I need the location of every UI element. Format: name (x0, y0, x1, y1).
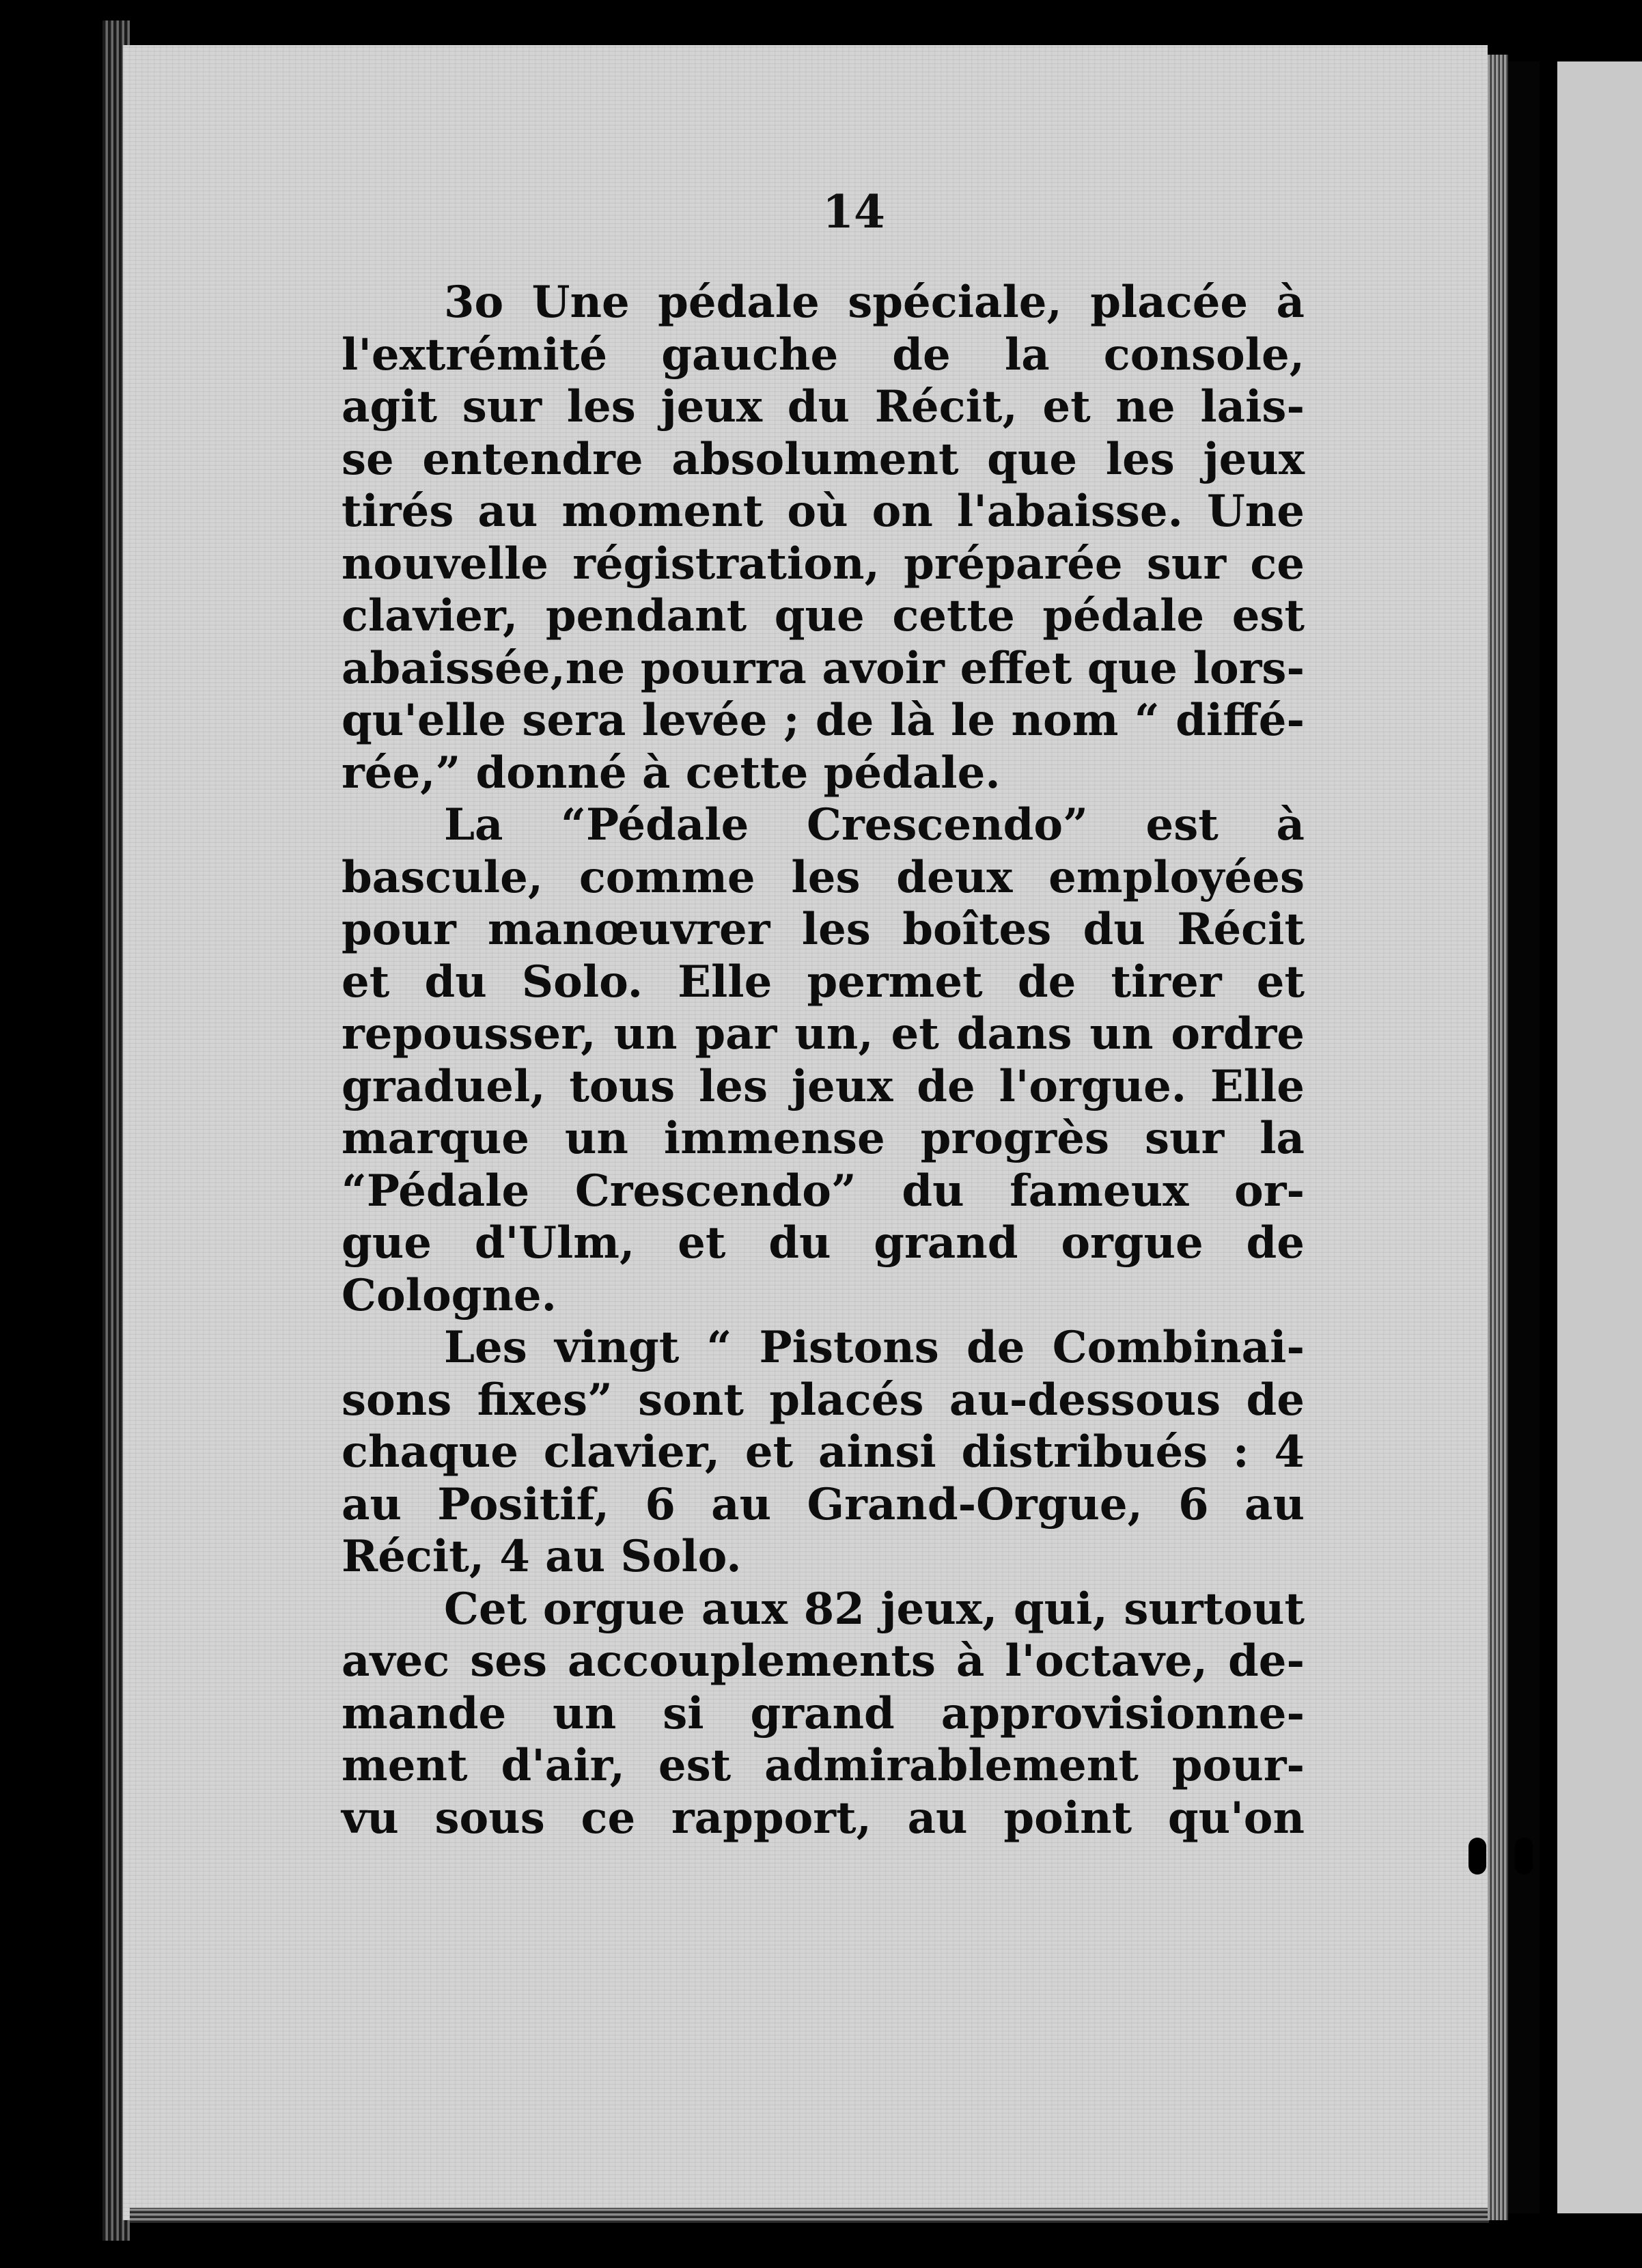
body-text (342, 277, 1305, 1844)
book-spine (1508, 61, 1540, 2213)
text-line: mande un si grand approvisionne- (342, 1687, 1305, 1739)
text-line: se entendre absolument que les jeux (342, 433, 1305, 485)
page-bottom-edge (130, 2208, 1489, 2223)
text-line: vu sous ce rapport, au point qu'on (342, 1792, 1305, 1844)
binding-mark (1469, 1838, 1486, 1875)
text-line: au Positif, 6 au Grand-Orgue, 6 au (342, 1478, 1305, 1530)
text-line: Cologne. (342, 1269, 557, 1321)
text-line: gue d'Ulm, et du grand orgue de (342, 1217, 1305, 1269)
text-line: Cet orgue aux 82 jeux, qui, surtout (444, 1583, 1305, 1635)
text-line: repousser, un par un, et dans un ordre (342, 1008, 1305, 1060)
text-line: La “Pédale Crescendo” est à (444, 799, 1305, 850)
text-line: pour manœuvrer les boîtes du Récit (342, 904, 1305, 955)
text-line: qu'elle sera levée ; de là le nom “ diffé- (342, 695, 1305, 746)
text-line: abaissée,ne pourra avoir effet que lors- (342, 642, 1305, 694)
text-line: Récit, 4 au Solo. (342, 1531, 742, 1582)
page-number: 14 (822, 185, 885, 238)
text-line: graduel, tous les jeux de l'orgue. Elle (342, 1060, 1305, 1112)
text-line: agit sur les jeux du Récit, et ne lais- (342, 381, 1305, 432)
text-line: sons fixes” sont placés au-dessous de (342, 1374, 1305, 1426)
text-line: avec ses accouplements à l'octave, de- (342, 1635, 1305, 1687)
text-line: bascule, comme les deux employées (342, 851, 1305, 903)
text-line: nouvelle régistration, préparée sur ce (342, 538, 1305, 590)
page-right-edge (1488, 55, 1508, 2220)
text-line: et du Solo. Elle permet de tirer et (342, 956, 1305, 1008)
text-line: 3o Une pédale spéciale, placée à (444, 277, 1305, 328)
next-page-strip (1557, 61, 1642, 2213)
text-line: l'extrémité gauche de la console, (342, 329, 1305, 381)
binding-mark (1515, 1838, 1533, 1875)
text-line: clavier, pendant que cette pédale est (342, 590, 1305, 641)
text-line: Les vingt “ Pistons de Combinai- (444, 1322, 1305, 1373)
text-line: marque un immense progrès sur la (342, 1113, 1305, 1164)
text-line: ment d'air, est admirablement pour- (342, 1740, 1305, 1791)
text-line: tirés au moment où on l'abaisse. Une (342, 486, 1305, 537)
text-line: chaque clavier, et ainsi distribués : 4 (342, 1426, 1305, 1478)
text-line: rée,” donné à cette pédale. (342, 747, 1001, 799)
text-line: “Pédale Crescendo” du fameux or- (342, 1165, 1305, 1217)
